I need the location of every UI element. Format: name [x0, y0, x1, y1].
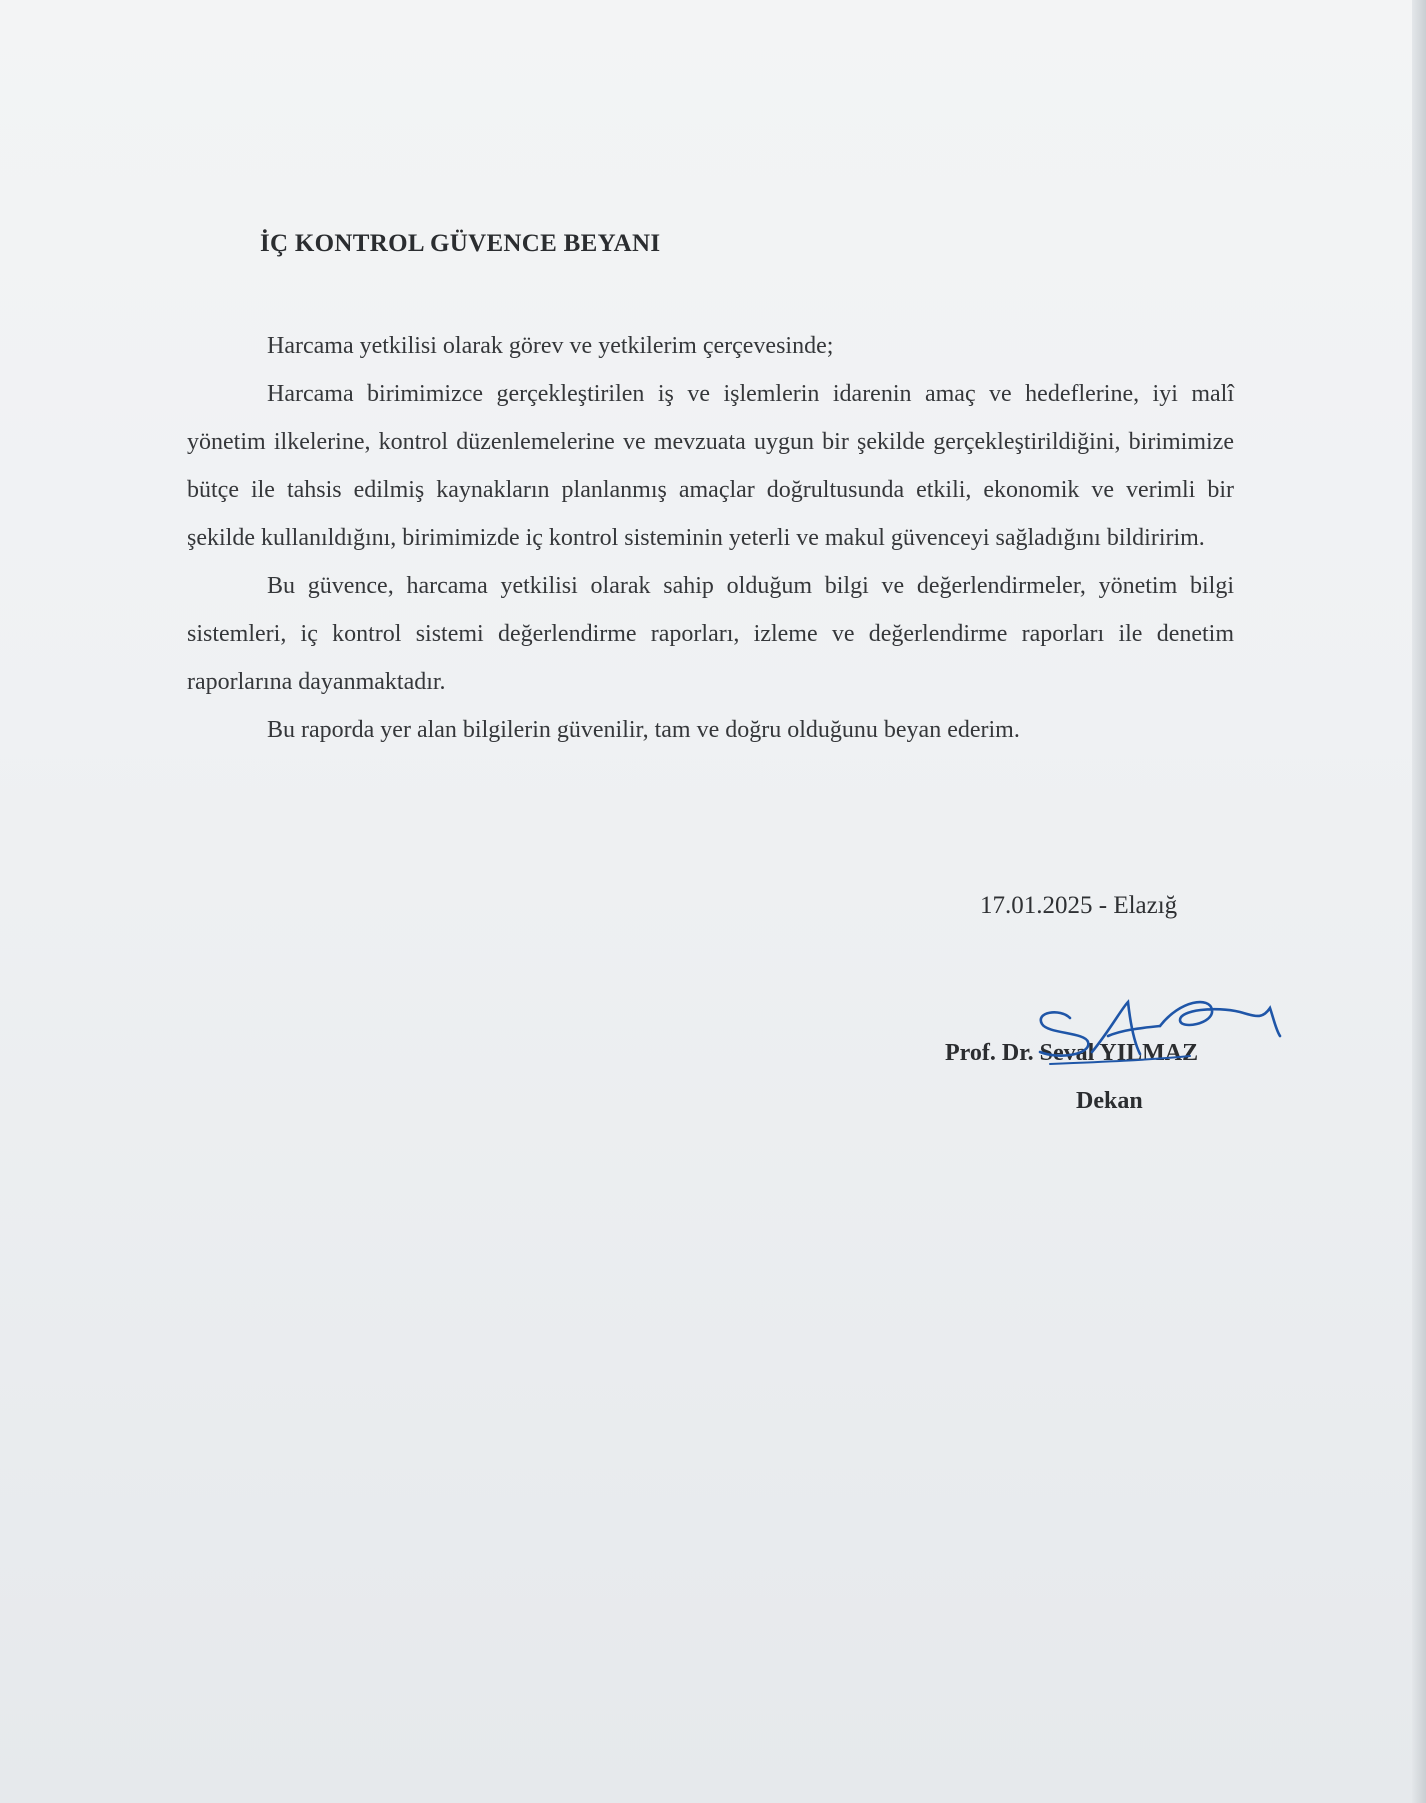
paragraph-intro: Harcama yetkilisi olarak görev ve yetkilerim çerçevesinde; — [267, 333, 834, 359]
signer-name: Prof. Dr. Seval YILMAZ — [945, 1040, 1199, 1066]
paragraph-basis: Bu güvence, harcama yetkilisi olarak sahip olduğum bilgi ve değerlendirmeler, yönetim bilgi sistemleri, iç kontrol sistemi değerlendirme raporları, izleme ve değerlendirme raporları ile denetim raporlarına dayanmaktadır. — [187, 573, 1234, 695]
paragraph-declaration: Bu raporda yer alan bilgilerin güvenilir, tam ve doğru olduğunu beyan ederim. — [267, 717, 1020, 743]
signature-stroke-a — [1092, 1002, 1160, 1054]
signature-stroke-s — [1040, 1012, 1088, 1055]
page-edge-shadow — [1412, 0, 1426, 1803]
date-and-place: 17.01.2025 - Elazığ — [980, 892, 1178, 919]
handwritten-signature — [1030, 990, 1290, 1080]
signer-title: Dekan — [1076, 1088, 1143, 1114]
paragraph-assurance: Harcama birimimizce gerçekleştirilen iş ve işlemlerin idarenin amaç ve hedeflerine, iyi malî yönetim ilkelerine, kontrol düzenlemelerine ve mevzuata uygun bir şekilde gerçekleştirildiğini, birimimize bütçe ile tahsis edilmiş kaynakların planlanmış amaçlar doğrultusunda etkili, ekonomik ve verimli bir şekilde kullanıldığını, birimimizde iç kontrol sisteminin yeterli ve makul güvenceyi sağladığını bildiririm. — [187, 381, 1234, 551]
document-title: İÇ KONTROL GÜVENCE BEYANI — [260, 230, 661, 257]
signature-underline — [1050, 1056, 1190, 1064]
document-body — [187, 322, 1234, 754]
signature-stroke-loop — [1160, 1002, 1280, 1036]
